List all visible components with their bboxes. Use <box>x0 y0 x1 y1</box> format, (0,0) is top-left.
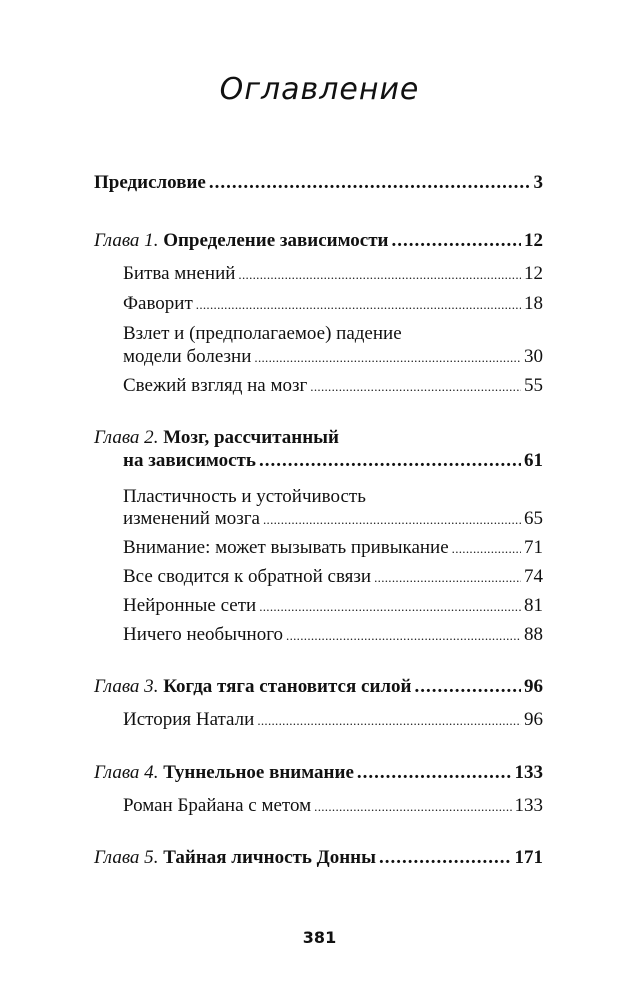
dot-leader <box>452 537 521 560</box>
section-page: 55 <box>524 375 543 396</box>
chapter-title-line1 <box>94 427 339 449</box>
dot-leader <box>263 508 521 531</box>
dot-leader <box>310 375 521 398</box>
section-label: Свежий взгляд на мозг <box>123 375 308 396</box>
dot-leader <box>259 595 521 618</box>
section-page: 18 <box>524 293 543 314</box>
chapter-title: Тайная личность Донны <box>163 847 376 868</box>
chapter-prefix: Глава 4 <box>94 762 154 783</box>
dot-leader <box>314 795 511 818</box>
toc-chapter-1[interactable] <box>94 230 543 252</box>
toc-section[interactable] <box>123 346 543 369</box>
chapter-title: Определение зависимости <box>163 230 389 251</box>
section-page: 133 <box>514 795 543 816</box>
section-page: 30 <box>524 346 543 367</box>
chapter-prefix: Глава 5 <box>94 847 154 868</box>
dot-leader <box>196 293 521 316</box>
section-label: модели болезни <box>123 346 252 367</box>
toc-section[interactable] <box>123 795 543 818</box>
chapter-prefix-dot: . <box>153 676 164 697</box>
toc-chapter-4[interactable] <box>94 762 543 784</box>
dot-leader <box>392 230 521 252</box>
section-label-line1: Пластичность и устойчивость <box>123 486 366 507</box>
toc-chapter-5[interactable] <box>94 847 543 869</box>
toc-entry-label: Предисловие <box>94 172 206 193</box>
chapter-page: 133 <box>514 762 543 783</box>
page-number: 381 <box>302 928 337 947</box>
section-label: Нейронные сети <box>123 595 257 616</box>
toc-chapter-2[interactable] <box>123 450 543 472</box>
section-page: 74 <box>524 566 543 587</box>
toc-entry-preface[interactable] <box>94 172 543 194</box>
toc-section[interactable] <box>123 595 543 618</box>
section-label: История Натали <box>123 709 255 730</box>
chapter-page: 12 <box>524 230 543 251</box>
section-label: Фаворит <box>123 293 193 314</box>
section-label: Роман Брайана с метом <box>123 795 312 816</box>
chapter-prefix: Глава 3 <box>94 676 154 697</box>
section-label-line1: Взлет и (предполагаемое) падение <box>123 323 402 344</box>
chapter-prefix: Глава 1 <box>94 230 154 251</box>
chapter-page: 171 <box>514 847 543 868</box>
toc-entry-page: 3 <box>533 172 543 193</box>
section-label: Внимание: может вызывать привыкание <box>123 537 449 558</box>
dot-leader <box>286 624 521 647</box>
chapter-prefix: Глава 2 <box>94 427 154 448</box>
chapter-prefix-dot: . <box>153 427 164 448</box>
section-page: 88 <box>524 624 543 645</box>
toc-section[interactable] <box>123 709 543 732</box>
toc-section[interactable] <box>123 624 543 647</box>
chapter-title: Когда тяга становится силой <box>163 676 412 697</box>
section-label: Битва мнений <box>123 263 236 284</box>
toc-section[interactable] <box>123 293 543 316</box>
dot-leader <box>374 566 521 589</box>
section-page: 65 <box>524 508 543 529</box>
toc-section[interactable] <box>123 375 543 398</box>
chapter-prefix-dot: . <box>153 847 164 868</box>
section-label: изменений мозга <box>123 508 260 529</box>
toc-section[interactable] <box>123 566 543 589</box>
toc-section[interactable] <box>123 263 543 286</box>
chapter-page: 96 <box>524 676 543 697</box>
section-page: 71 <box>524 537 543 558</box>
chapter-title: Туннельное внимание <box>163 762 354 783</box>
chapter-prefix-dot: . <box>153 230 164 251</box>
chapter-title: на зависимость <box>123 450 256 471</box>
section-page: 81 <box>524 595 543 616</box>
chapter-page: 61 <box>524 450 543 471</box>
toc-section[interactable] <box>123 508 543 531</box>
page-title: Оглавление <box>219 72 420 107</box>
section-page: 96 <box>524 709 543 730</box>
dot-leader <box>238 263 521 286</box>
toc-section[interactable] <box>123 537 543 560</box>
section-page: 12 <box>524 263 543 284</box>
chapter-prefix-dot: . <box>153 762 164 783</box>
section-label: Ничего необычного <box>123 624 284 645</box>
dot-leader <box>357 762 512 784</box>
dot-leader <box>259 450 521 472</box>
chapter-title: Мозг, рассчитанный <box>163 427 339 448</box>
dot-leader <box>257 709 521 732</box>
section-label: Все сводится к обратной связи <box>123 566 372 587</box>
dot-leader <box>379 847 512 869</box>
dot-leader <box>415 676 522 698</box>
toc-chapter-3[interactable] <box>94 676 543 698</box>
dot-leader <box>209 172 531 194</box>
dot-leader <box>254 346 521 369</box>
